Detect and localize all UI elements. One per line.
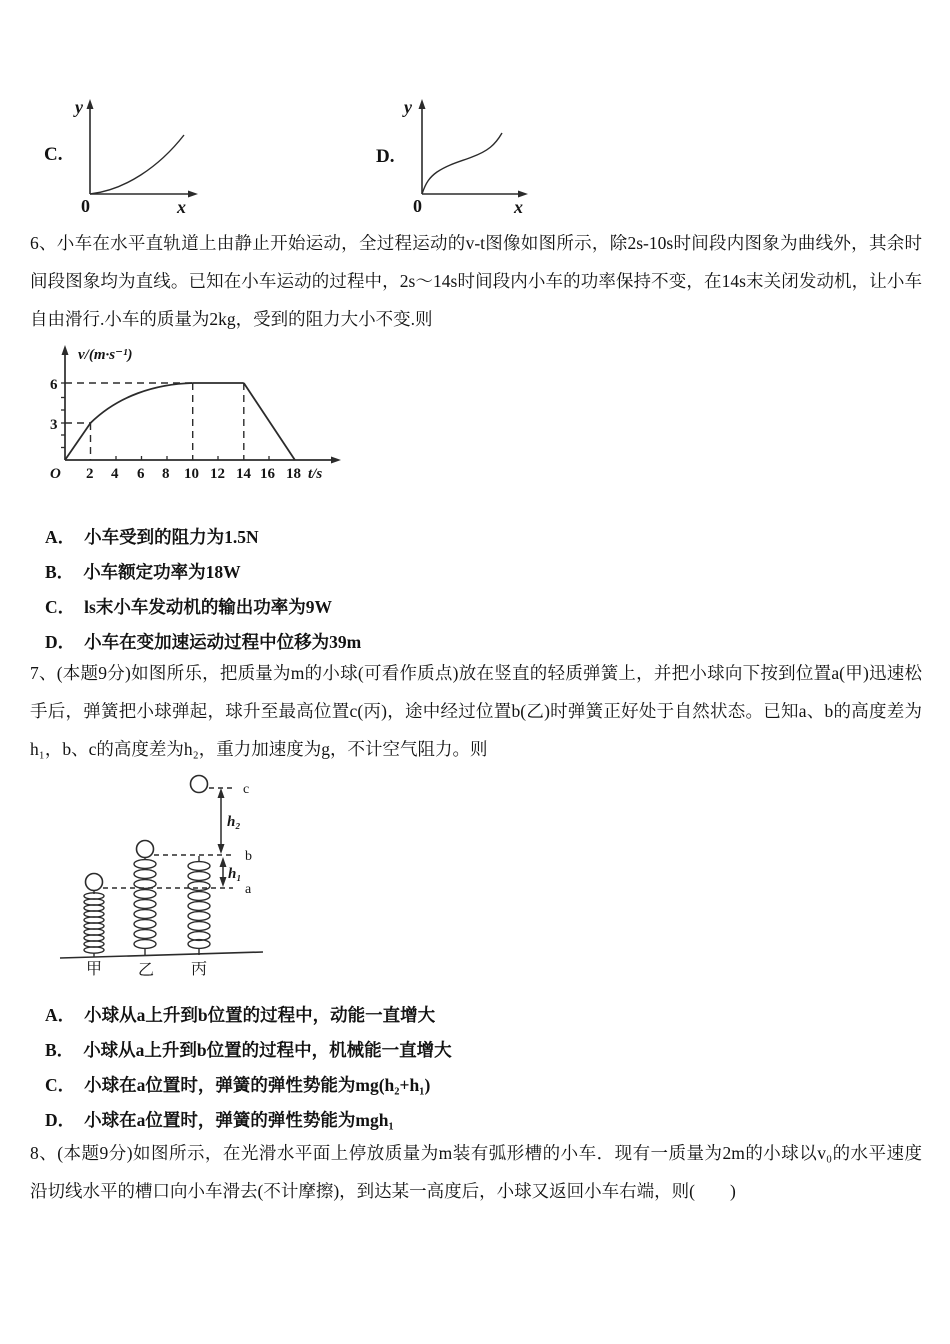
graph-d-ylabel: y bbox=[404, 97, 412, 117]
q7-option-a-letter: A． bbox=[45, 1005, 76, 1025]
vt-xunit: t/s bbox=[308, 466, 323, 482]
q6-option-d-letter: D． bbox=[45, 632, 76, 652]
spring-yi-label: 乙 bbox=[138, 962, 155, 979]
question-8-text bbox=[30, 1134, 922, 1210]
vt-graph bbox=[40, 342, 370, 490]
q6-option-c-text: ls末小车发动机的输出功率为9W bbox=[84, 597, 333, 617]
ball-bing bbox=[191, 776, 208, 793]
q6-options bbox=[45, 520, 361, 660]
vt-xtick-18: 18 bbox=[286, 466, 301, 482]
level-b-label: b bbox=[245, 849, 252, 864]
q7-option-d bbox=[45, 1103, 452, 1138]
graph-d-curve bbox=[422, 133, 502, 194]
graph-d-origin: 0 bbox=[413, 196, 422, 216]
vt-xtick-2: 2 bbox=[86, 466, 94, 482]
level-a-label: a bbox=[245, 882, 252, 897]
q7-option-b-letter: B． bbox=[45, 1040, 75, 1060]
spring-jia-label: 甲 bbox=[86, 961, 103, 978]
q7-line-2: 手后，弹簧把小球弹起，球升至最高位置c(丙)，途中经过位置b(乙)时弹簧正好处于自然状态。已知a、b的高度差为 bbox=[30, 701, 922, 721]
h2-label: h₂ bbox=[227, 814, 241, 830]
option-c-label: C. bbox=[44, 144, 63, 165]
spring-coil-bing bbox=[188, 856, 210, 955]
vt-xtick-6: 6 bbox=[137, 466, 145, 482]
q7-line-1: 7、(本题9分)如图所乐，把质量为m的小球(可看作质点)放在竖直的轻质弹簧上，并把小球向下按到位置a(甲)迅速松 bbox=[30, 663, 922, 683]
q6-option-b-text: 小车额定功率为18W bbox=[83, 562, 241, 582]
vt-xtick-12: 12 bbox=[210, 466, 225, 482]
q6-option-c bbox=[45, 590, 361, 625]
q7-option-b-text: 小球从a上升到b位置的过程中，机械能一直增大 bbox=[83, 1040, 452, 1060]
q7-option-b bbox=[45, 1033, 452, 1068]
q7-option-d-text: 小球在a位置时，弹簧的弹性势能为mgh₁ bbox=[84, 1110, 394, 1130]
q7-options bbox=[45, 998, 452, 1138]
q6-option-b-letter: B． bbox=[45, 562, 75, 582]
vt-xtick-labels bbox=[86, 466, 301, 482]
graph-c-yaxis-arrow bbox=[87, 99, 94, 109]
vt-xtick-10: 10 bbox=[184, 466, 199, 482]
spring-bing-label: 丙 bbox=[191, 961, 208, 978]
q7-line-3: h₁，b、c的高度差为h₂，重力加速度为g，不计空气阻力。则 bbox=[30, 739, 488, 759]
vt-xtick-16: 16 bbox=[260, 466, 275, 482]
vt-ytick-6: 6 bbox=[50, 377, 58, 393]
vt-xtick-8: 8 bbox=[162, 466, 170, 482]
graph-c-xaxis-arrow bbox=[188, 191, 198, 198]
q6-option-a bbox=[45, 520, 361, 555]
vt-xaxis-arrow bbox=[331, 457, 341, 464]
q6-option-d-text: 小车在变加速运动过程中位移为39m bbox=[84, 632, 362, 652]
vt-yaxis-arrow bbox=[62, 345, 69, 355]
graph-c-ylabel: y bbox=[75, 97, 83, 117]
graph-c bbox=[75, 95, 210, 217]
vt-ylabel: v/(m·s⁻¹) bbox=[78, 347, 133, 363]
q7-option-c-letter: C． bbox=[45, 1075, 76, 1095]
vt-origin: O bbox=[50, 466, 61, 482]
h1-label: h₁ bbox=[228, 866, 242, 882]
spring-coil-jia bbox=[84, 890, 104, 957]
q8-line-1: 8、(本题9分)如图所示，在光滑水平面上停放质量为m装有弧形槽的小车．现有一质量为2m的小球以v₀的水平速度 bbox=[30, 1143, 922, 1163]
vt-curve bbox=[65, 383, 295, 460]
q7-option-a bbox=[45, 998, 452, 1033]
ball-yi bbox=[137, 841, 154, 858]
graph-d-axes bbox=[419, 99, 529, 198]
graph-d-xlabel: x bbox=[514, 197, 523, 217]
option-d-label: D. bbox=[376, 146, 395, 167]
graph-c-origin: 0 bbox=[81, 196, 90, 216]
q6-option-a-letter: A． bbox=[45, 527, 76, 547]
question-6-text bbox=[30, 224, 922, 338]
q7-option-a-text: 小球从a上升到b位置的过程中，动能一直增大 bbox=[84, 1005, 436, 1025]
graph-c-axes bbox=[87, 99, 199, 198]
q6-line-3: 自由滑行.小车的质量为2kg，受到的阻力大小不变.则 bbox=[30, 309, 433, 329]
graph-d bbox=[400, 95, 540, 217]
vt-xtick-4: 4 bbox=[111, 466, 119, 482]
q7-option-c-text: 小球在a位置时，弹簧的弹性势能为mg(h₂+h₁) bbox=[84, 1075, 431, 1095]
graph-c-xlabel: x bbox=[177, 197, 186, 217]
spring-figure bbox=[55, 768, 305, 983]
q6-option-a-text: 小车受到的阻力为1.5N bbox=[84, 527, 259, 547]
graph-d-yaxis-arrow bbox=[419, 99, 426, 109]
spring-coil-yi bbox=[134, 857, 156, 956]
h1-arrow bbox=[220, 857, 227, 887]
level-lines bbox=[103, 788, 233, 888]
vt-ytick-3: 3 bbox=[50, 417, 58, 433]
q6-option-c-letter: C． bbox=[45, 597, 76, 617]
level-c-label: c bbox=[243, 782, 250, 797]
graph-c-curve bbox=[90, 135, 184, 194]
q6-line-2: 间段图象均为直线。已知在小车运动的过程中，2s～14s时间段内小车的功率保持不变，在14s末关闭发动机，让小车 bbox=[30, 271, 922, 291]
q8-line-2: 沿切线水平的槽口向小车滑去(不计摩擦)，到达某一高度后，小球又返回小车右端，则( ) bbox=[30, 1181, 736, 1201]
ball-jia bbox=[86, 874, 103, 891]
q6-option-b bbox=[45, 555, 361, 590]
q6-line-1: 6、小车在水平直轨道上由静止开始运动，全过程运动的v-t图像如图所示，除2s-10s时间段内图象为曲线外，其余时 bbox=[30, 233, 922, 253]
q7-option-c bbox=[45, 1068, 452, 1103]
vt-xtick-14: 14 bbox=[236, 466, 251, 482]
question-7-text bbox=[30, 654, 922, 768]
h2-arrow bbox=[218, 788, 225, 854]
q7-option-d-letter: D． bbox=[45, 1110, 76, 1130]
